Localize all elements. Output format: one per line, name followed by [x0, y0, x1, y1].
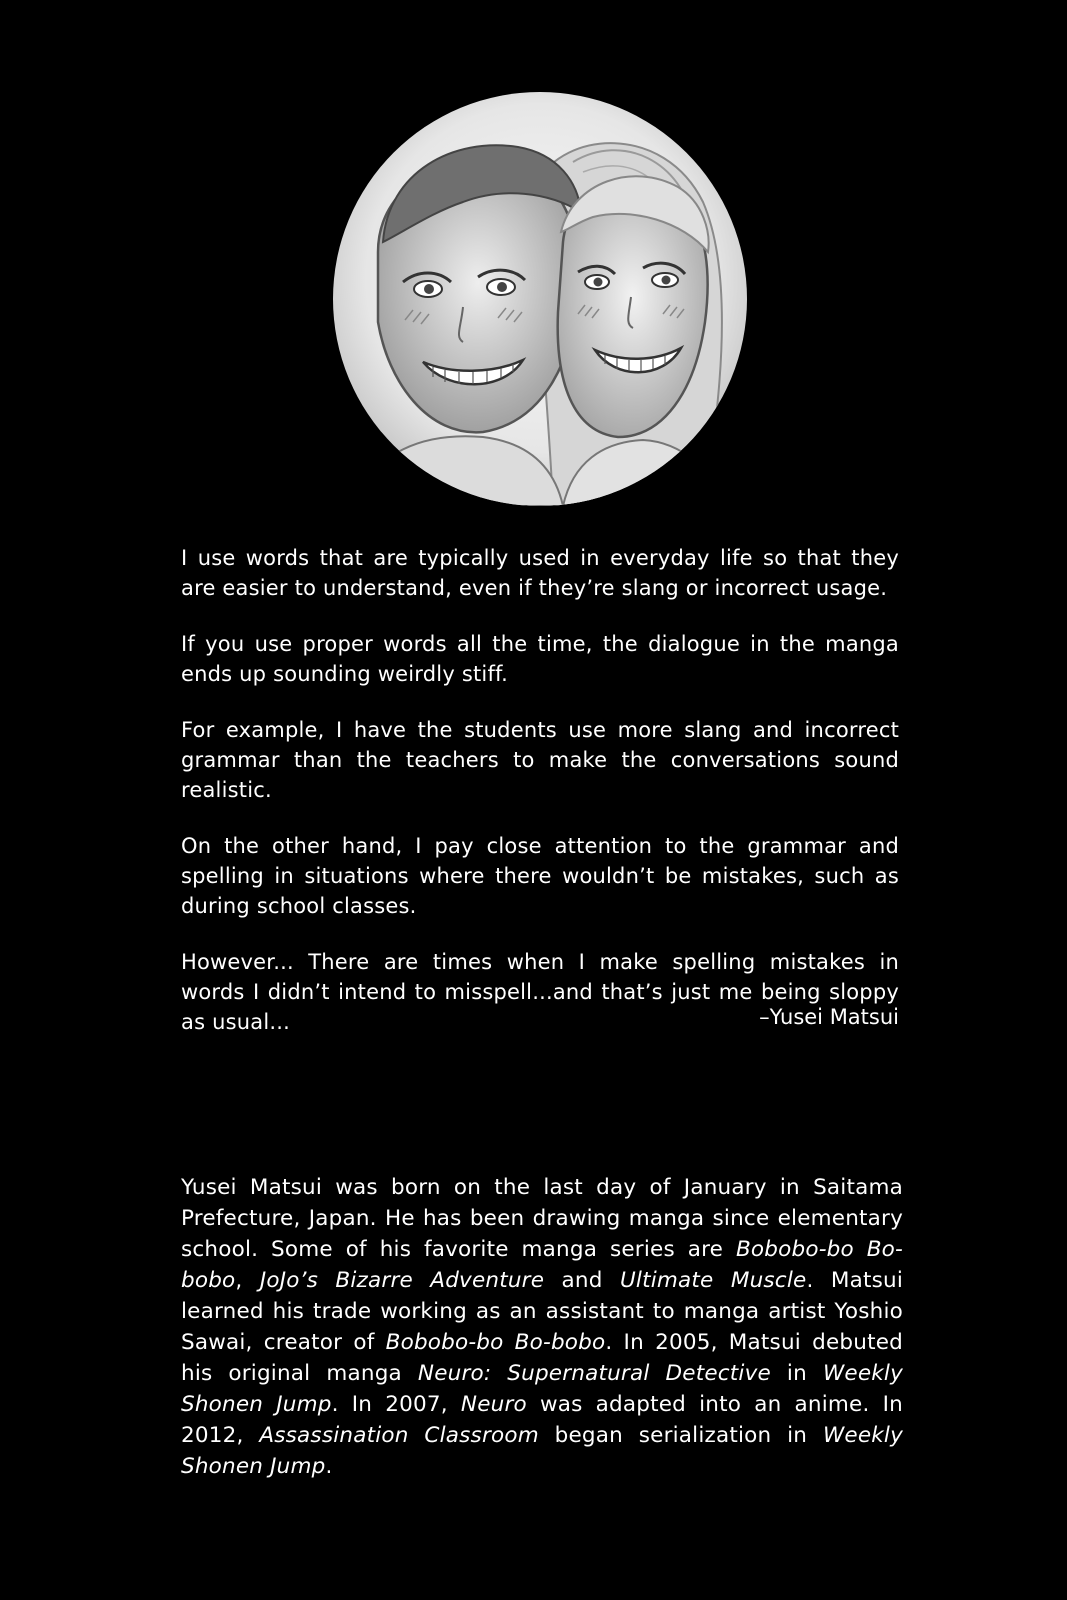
bio-text: in	[770, 1361, 823, 1386]
bio-title: Bobobo-bo Bo-bobo	[181, 1237, 903, 1293]
bio-text: . In 2005, Matsui debuted his original manga	[181, 1330, 903, 1386]
bio-text: and	[544, 1268, 620, 1293]
bio-title: Assassination Classroom	[259, 1423, 539, 1448]
bio-text: began serialization in	[538, 1423, 823, 1448]
bio-text: ,	[235, 1268, 260, 1293]
author-portrait-illustration-icon	[333, 92, 747, 506]
author-comment	[181, 543, 899, 1063]
bio-title: Bobobo-bo Bo-bobo	[385, 1330, 606, 1355]
comment-paragraph: If you use proper words all the time, the dialogue in the manga ends up sounding weirdly stiff.	[181, 632, 899, 686]
bio-text: . Matsui learned his trade working as an assistant to manga artist Yoshio Sawai, creator of	[181, 1268, 904, 1355]
bio-text: . In 2007,	[331, 1392, 461, 1417]
bio-text: Yusei Matsui was born on the last day of January in Saitama Prefecture, Japan. He has been drawing manga since elementary school. Some of his favorite manga series are	[181, 1175, 903, 1262]
bio-title: Neuro	[460, 1392, 527, 1417]
comment-paragraph: I use words that are typically used in everyday life so that they are easier to understand, even if they’re slang or incorrect usage.	[181, 546, 899, 600]
comment-paragraph: On the other hand, I pay close attention to the grammar and spelling in situations where there wouldn’t be mistakes, such as during school classes.	[181, 834, 899, 918]
bio-text: .	[325, 1454, 333, 1479]
bio-title: JoJo’s Bizarre Adventure	[259, 1268, 545, 1293]
author-portrait	[333, 92, 747, 506]
bio-title: Neuro: Supernatural Detective	[417, 1361, 771, 1386]
comment-paragraph: However... There are times when I make spelling mistakes in words I didn’t intend to misspell...and that’s just me being sloppy as usual...	[181, 950, 899, 1034]
bio-title: Weekly Shonen Jump	[181, 1423, 903, 1479]
bio-text: was adapted into an anime. In 2012,	[181, 1392, 903, 1448]
author-signature: –Yusei Matsui	[759, 1005, 899, 1029]
author-bio	[181, 1172, 903, 1482]
bio-title: Ultimate Muscle	[619, 1268, 807, 1293]
comment-paragraph: For example, I have the students use more slang and incorrect grammar than the teachers to make the conversations sound realistic.	[181, 718, 899, 802]
bio-title: Weekly Shonen Jump	[181, 1361, 903, 1417]
